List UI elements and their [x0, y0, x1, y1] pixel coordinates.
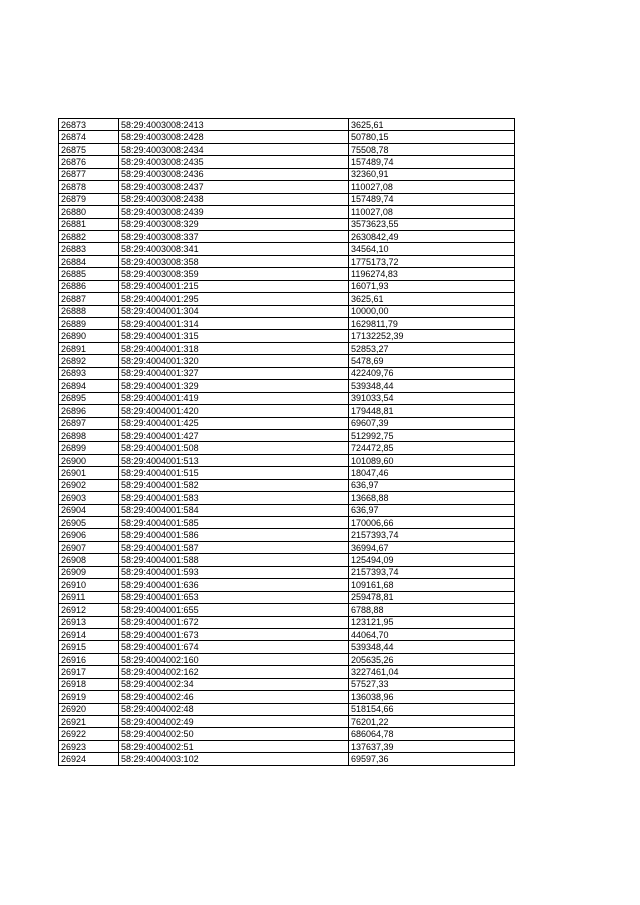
- value-cell: 6788,88: [349, 604, 515, 616]
- cadastral-number-cell: 58:29:4004001:508: [119, 442, 349, 454]
- table-row: [59, 268, 515, 280]
- value-cell: 170006,66: [349, 517, 515, 529]
- table-row: [59, 342, 515, 354]
- value-cell: 205635,26: [349, 653, 515, 665]
- table-row: [59, 392, 515, 404]
- cadastral-number-cell: 58:29:4004001:673: [119, 628, 349, 640]
- row-number-cell: 26889: [59, 318, 119, 330]
- row-number-cell: 26917: [59, 666, 119, 678]
- cadastral-number-cell: 58:29:4004001:593: [119, 566, 349, 578]
- value-cell: 1629811,79: [349, 318, 515, 330]
- table-row: [59, 541, 515, 553]
- cadastral-number-cell: 58:29:4004001:318: [119, 342, 349, 354]
- cadastral-number-cell: 58:29:4004001:327: [119, 367, 349, 379]
- cadastral-number-cell: 58:29:4003008:329: [119, 218, 349, 230]
- cadastral-number-cell: 58:29:4003008:2438: [119, 193, 349, 205]
- cadastral-number-cell: 58:29:4004001:329: [119, 380, 349, 392]
- row-number-cell: 26906: [59, 529, 119, 541]
- row-number-cell: 26923: [59, 740, 119, 752]
- cadastral-number-cell: 58:29:4004001:582: [119, 479, 349, 491]
- row-number-cell: 26896: [59, 405, 119, 417]
- value-cell: 3625,61: [349, 293, 515, 305]
- cadastral-number-cell: 58:29:4004001:588: [119, 554, 349, 566]
- value-cell: 391033,54: [349, 392, 515, 404]
- cadastral-number-cell: 58:29:4003008:341: [119, 243, 349, 255]
- value-cell: 17132252,39: [349, 330, 515, 342]
- value-cell: 69597,36: [349, 753, 515, 765]
- value-cell: 157489,74: [349, 193, 515, 205]
- cadastral-number-cell: 58:29:4004002:160: [119, 653, 349, 665]
- cadastral-number-cell: 58:29:4004002:162: [119, 666, 349, 678]
- cadastral-number-cell: 58:29:4004001:586: [119, 529, 349, 541]
- row-number-cell: 26909: [59, 566, 119, 578]
- table-row: [59, 566, 515, 578]
- table-row: [59, 467, 515, 479]
- cadastral-number-cell: 58:29:4004002:46: [119, 691, 349, 703]
- row-number-cell: 26907: [59, 541, 119, 553]
- row-number-cell: 26874: [59, 131, 119, 143]
- cadastral-number-cell: 58:29:4004003:102: [119, 753, 349, 765]
- table-row: [59, 293, 515, 305]
- value-cell: 539348,44: [349, 641, 515, 653]
- cadastral-number-cell: 58:29:4004001:215: [119, 280, 349, 292]
- row-number-cell: 26922: [59, 728, 119, 740]
- table-row: [59, 143, 515, 155]
- value-cell: 76201,22: [349, 716, 515, 728]
- value-cell: 512992,75: [349, 429, 515, 441]
- value-cell: 69607,39: [349, 417, 515, 429]
- cadastral-number-cell: 58:29:4004002:34: [119, 678, 349, 690]
- value-cell: 2630842,49: [349, 230, 515, 242]
- value-cell: 44064,70: [349, 628, 515, 640]
- table-row: [59, 666, 515, 678]
- cadastral-number-cell: 58:29:4004001:585: [119, 517, 349, 529]
- value-cell: 136038,96: [349, 691, 515, 703]
- row-number-cell: 26912: [59, 604, 119, 616]
- row-number-cell: 26898: [59, 429, 119, 441]
- table-row: [59, 131, 515, 143]
- row-number-cell: 26910: [59, 579, 119, 591]
- cadastral-number-cell: 58:29:4004001:655: [119, 604, 349, 616]
- value-cell: 2157393,74: [349, 529, 515, 541]
- row-number-cell: 26924: [59, 753, 119, 765]
- value-cell: 110027,08: [349, 206, 515, 218]
- value-cell: 109161,68: [349, 579, 515, 591]
- value-cell: 18047,46: [349, 467, 515, 479]
- value-cell: 636,97: [349, 479, 515, 491]
- table-row: [59, 206, 515, 218]
- row-number-cell: 26916: [59, 653, 119, 665]
- table-row: [59, 740, 515, 752]
- table-row: [59, 243, 515, 255]
- table-row: [59, 193, 515, 205]
- row-number-cell: 26921: [59, 716, 119, 728]
- row-number-cell: 26891: [59, 342, 119, 354]
- row-number-cell: 26890: [59, 330, 119, 342]
- cadastral-number-cell: 58:29:4004001:419: [119, 392, 349, 404]
- value-cell: 3625,61: [349, 119, 515, 131]
- cadastral-number-cell: 58:29:4003008:2428: [119, 131, 349, 143]
- table-row: [59, 716, 515, 728]
- value-cell: 518154,66: [349, 703, 515, 715]
- cadastral-number-cell: 58:29:4003008:2439: [119, 206, 349, 218]
- table-row: [59, 168, 515, 180]
- row-number-cell: 26882: [59, 230, 119, 242]
- value-cell: 125494,09: [349, 554, 515, 566]
- value-cell: 5478,69: [349, 355, 515, 367]
- cadastral-number-cell: 58:29:4004001:515: [119, 467, 349, 479]
- table-row: [59, 628, 515, 640]
- row-number-cell: 26876: [59, 156, 119, 168]
- table-row: [59, 591, 515, 603]
- row-number-cell: 26902: [59, 479, 119, 491]
- row-number-cell: 26880: [59, 206, 119, 218]
- value-cell: 1196274,83: [349, 268, 515, 280]
- cadastral-number-cell: 58:29:4003008:2434: [119, 143, 349, 155]
- table-row: [59, 604, 515, 616]
- table-row: [59, 405, 515, 417]
- cadastral-number-cell: 58:29:4004001:295: [119, 293, 349, 305]
- table-row: [59, 579, 515, 591]
- row-number-cell: 26897: [59, 417, 119, 429]
- table-row: [59, 691, 515, 703]
- table-row: [59, 355, 515, 367]
- row-number-cell: 26875: [59, 143, 119, 155]
- table-row: [59, 479, 515, 491]
- table-row: [59, 330, 515, 342]
- table-row: [59, 728, 515, 740]
- cadastral-number-cell: 58:29:4004001:425: [119, 417, 349, 429]
- value-cell: 123121,95: [349, 616, 515, 628]
- table-row: [59, 417, 515, 429]
- table-row: [59, 554, 515, 566]
- row-number-cell: 26892: [59, 355, 119, 367]
- cadastral-number-cell: 58:29:4004001:420: [119, 405, 349, 417]
- value-cell: 724472,85: [349, 442, 515, 454]
- cadastral-number-cell: 58:29:4004002:51: [119, 740, 349, 752]
- cadastral-number-cell: 58:29:4004001:584: [119, 504, 349, 516]
- table-row: [59, 504, 515, 516]
- table-row: [59, 280, 515, 292]
- table-row: [59, 703, 515, 715]
- table-row: [59, 367, 515, 379]
- row-number-cell: 26877: [59, 168, 119, 180]
- cadastral-number-cell: 58:29:4004001:583: [119, 492, 349, 504]
- row-number-cell: 26908: [59, 554, 119, 566]
- row-number-cell: 26920: [59, 703, 119, 715]
- value-cell: 10000,00: [349, 305, 515, 317]
- row-number-cell: 26911: [59, 591, 119, 603]
- cadastral-number-cell: 58:29:4004001:315: [119, 330, 349, 342]
- row-number-cell: 26893: [59, 367, 119, 379]
- cadastral-number-cell: 58:29:4004001:427: [119, 429, 349, 441]
- cadastral-number-cell: 58:29:4004001:672: [119, 616, 349, 628]
- table-row: [59, 517, 515, 529]
- value-cell: 101089,60: [349, 454, 515, 466]
- value-cell: 52853,27: [349, 342, 515, 354]
- value-cell: 57527,33: [349, 678, 515, 690]
- table-row: [59, 380, 515, 392]
- row-number-cell: 26884: [59, 255, 119, 267]
- cadastral-number-cell: 58:29:4004002:48: [119, 703, 349, 715]
- table-row: [59, 678, 515, 690]
- row-number-cell: 26903: [59, 492, 119, 504]
- table-row: [59, 529, 515, 541]
- table-row: [59, 181, 515, 193]
- table-row: [59, 230, 515, 242]
- cadastral-number-cell: 58:29:4004001:674: [119, 641, 349, 653]
- table-row: [59, 156, 515, 168]
- value-cell: 686064,78: [349, 728, 515, 740]
- value-cell: 2157393,74: [349, 566, 515, 578]
- row-number-cell: 26883: [59, 243, 119, 255]
- cadastral-number-cell: 58:29:4003008:2436: [119, 168, 349, 180]
- table-row: [59, 753, 515, 765]
- table-row: [59, 318, 515, 330]
- data-table: [58, 118, 515, 766]
- value-cell: 75508,78: [349, 143, 515, 155]
- value-cell: 157489,74: [349, 156, 515, 168]
- table-row: [59, 119, 515, 131]
- value-cell: 422409,76: [349, 367, 515, 379]
- cadastral-number-cell: 58:29:4003008:358: [119, 255, 349, 267]
- cadastral-number-cell: 58:29:4003008:2413: [119, 119, 349, 131]
- table-row: [59, 218, 515, 230]
- value-cell: 1775173,72: [349, 255, 515, 267]
- row-number-cell: 26905: [59, 517, 119, 529]
- value-cell: 34564,10: [349, 243, 515, 255]
- row-number-cell: 26894: [59, 380, 119, 392]
- row-number-cell: 26878: [59, 181, 119, 193]
- table-row: [59, 454, 515, 466]
- row-number-cell: 26879: [59, 193, 119, 205]
- row-number-cell: 26901: [59, 467, 119, 479]
- value-cell: 179448,81: [349, 405, 515, 417]
- value-cell: 36994,67: [349, 541, 515, 553]
- row-number-cell: 26886: [59, 280, 119, 292]
- table-row: [59, 653, 515, 665]
- value-cell: 110027,08: [349, 181, 515, 193]
- cadastral-number-cell: 58:29:4004002:49: [119, 716, 349, 728]
- table-row: [59, 492, 515, 504]
- cadastral-number-cell: 58:29:4004002:50: [119, 728, 349, 740]
- cadastral-number-cell: 58:29:4004001:320: [119, 355, 349, 367]
- row-number-cell: 26888: [59, 305, 119, 317]
- value-cell: 3573623,55: [349, 218, 515, 230]
- table-row: [59, 305, 515, 317]
- row-number-cell: 26915: [59, 641, 119, 653]
- cadastral-number-cell: 58:29:4003008:2435: [119, 156, 349, 168]
- cadastral-number-cell: 58:29:4003008:337: [119, 230, 349, 242]
- cadastral-number-cell: 58:29:4004001:314: [119, 318, 349, 330]
- value-cell: 636,97: [349, 504, 515, 516]
- value-cell: 259478,81: [349, 591, 515, 603]
- cadastral-number-cell: 58:29:4004001:587: [119, 541, 349, 553]
- row-number-cell: 26900: [59, 454, 119, 466]
- row-number-cell: 26913: [59, 616, 119, 628]
- value-cell: 32360,91: [349, 168, 515, 180]
- row-number-cell: 26873: [59, 119, 119, 131]
- row-number-cell: 26887: [59, 293, 119, 305]
- row-number-cell: 26895: [59, 392, 119, 404]
- table-row: [59, 442, 515, 454]
- row-number-cell: 26899: [59, 442, 119, 454]
- row-number-cell: 26885: [59, 268, 119, 280]
- row-number-cell: 26919: [59, 691, 119, 703]
- value-cell: 16071,93: [349, 280, 515, 292]
- value-cell: 13668,88: [349, 492, 515, 504]
- value-cell: 137637,39: [349, 740, 515, 752]
- value-cell: 539348,44: [349, 380, 515, 392]
- row-number-cell: 26918: [59, 678, 119, 690]
- cadastral-number-cell: 58:29:4003008:359: [119, 268, 349, 280]
- table-row: [59, 616, 515, 628]
- table-body: [59, 119, 515, 766]
- table-row: [59, 641, 515, 653]
- cadastral-number-cell: 58:29:4003008:2437: [119, 181, 349, 193]
- value-cell: 50780,15: [349, 131, 515, 143]
- table-row: [59, 429, 515, 441]
- value-cell: 3227461,04: [349, 666, 515, 678]
- cadastral-number-cell: 58:29:4004001:636: [119, 579, 349, 591]
- row-number-cell: 26881: [59, 218, 119, 230]
- table-row: [59, 255, 515, 267]
- cadastral-number-cell: 58:29:4004001:653: [119, 591, 349, 603]
- row-number-cell: 26904: [59, 504, 119, 516]
- row-number-cell: 26914: [59, 628, 119, 640]
- cadastral-number-cell: 58:29:4004001:304: [119, 305, 349, 317]
- cadastral-number-cell: 58:29:4004001:513: [119, 454, 349, 466]
